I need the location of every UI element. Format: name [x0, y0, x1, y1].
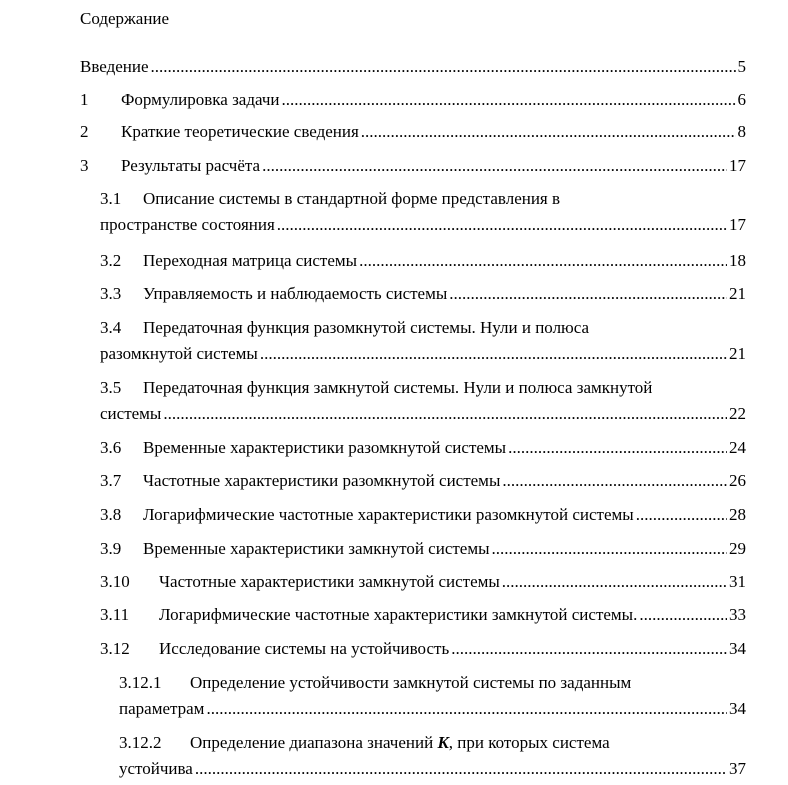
toc-entry-3-8[interactable]	[100, 505, 746, 525]
toc-entry-number: 3.9	[100, 539, 122, 558]
toc-leader	[636, 505, 727, 525]
toc-entry-number: 3.12.1	[119, 673, 162, 692]
toc-page-number: 33	[729, 605, 746, 624]
toc-entry-number: 3.4	[100, 318, 122, 337]
toc-entry-number: 3.1	[100, 189, 122, 208]
toc-entry-3-2[interactable]	[100, 251, 746, 271]
toc-page-number: 31	[729, 572, 746, 591]
toc-entry-number: 3	[80, 156, 89, 175]
toc-page-number: 26	[729, 471, 746, 490]
toc-entry-3-4[interactable]	[100, 318, 746, 364]
toc-entry-number: 3.10	[100, 572, 130, 591]
toc-page-number: 18	[729, 251, 746, 270]
toc-entry-3-5[interactable]	[100, 378, 746, 424]
toc-entry-text: Временные характеристики замкнутой системы	[143, 539, 490, 558]
toc-leader	[508, 438, 727, 458]
toc-entry-3-7[interactable]	[100, 471, 746, 491]
toc-entry-text: Частотные характеристики замкнутой системы	[159, 572, 500, 591]
toc-entry-number: 3.5	[100, 378, 122, 397]
toc-entry-text-line2: параметрам	[119, 699, 205, 718]
toc-page-number: 22	[729, 404, 746, 423]
toc-entry-text-line2: пространстве состояния	[100, 215, 275, 234]
toc-leader	[449, 284, 727, 304]
toc-entry-3-3[interactable]	[100, 284, 746, 304]
toc-page-number: 21	[729, 284, 746, 303]
toc-entry-3-1[interactable]	[100, 189, 746, 235]
toc-entry-text-line1: Передаточная функция разомкнутой системы. Нули и полюса	[143, 318, 590, 337]
toc-entry-3-11[interactable]	[100, 605, 746, 625]
toc-entry-text: Результаты расчёта	[121, 156, 261, 175]
toc-leader	[277, 215, 727, 235]
toc-entry-text: Исследование системы на устойчивость	[159, 639, 450, 658]
toc-page-number: 21	[729, 344, 746, 363]
toc-page-number: 34	[729, 639, 746, 658]
toc-entry-number: 3.2	[100, 251, 122, 270]
toc-entry-number: 3.11	[100, 605, 130, 624]
variable-k: K	[437, 733, 449, 752]
toc-leader	[451, 639, 727, 659]
toc-entry-number: 3.8	[100, 505, 122, 524]
toc-leader	[163, 404, 727, 424]
toc-leader	[502, 572, 727, 592]
toc-page-number: 17	[729, 156, 746, 175]
toc-entry-intro[interactable]	[80, 57, 746, 77]
toc-leader	[492, 539, 727, 559]
toc-entry-3-9[interactable]	[100, 539, 746, 559]
toc-entry-text: Временные характеристики разомкнутой системы	[143, 438, 507, 457]
toc-entry-text-line1: Описание системы в стандартной форме представления в	[143, 189, 561, 208]
toc-page-number: 6	[737, 90, 746, 109]
toc-leader	[361, 122, 736, 142]
toc-entry-3-12-1[interactable]	[119, 673, 746, 719]
toc-entry-text: Логарифмические частотные характеристики разомкнутой системы	[143, 505, 634, 524]
toc-entry-text-line1: Определение диапазона значений	[190, 733, 438, 752]
toc-leader	[502, 471, 727, 491]
toc-page-number: 8	[737, 122, 746, 141]
toc-entry-text: Введение	[80, 57, 149, 76]
toc-entry-number: 3.7	[100, 471, 122, 490]
toc-entry-text: Формулировка задачи	[121, 90, 280, 109]
toc-page-number: 29	[729, 539, 746, 558]
toc-leader	[359, 251, 727, 271]
toc-entry-number: 1	[80, 90, 89, 109]
toc-entry-text: Логарифмические частотные характеристики замкнутой системы.	[159, 605, 638, 624]
toc-entry-text-line2: разомкнутой системы	[100, 344, 258, 363]
toc-leader	[151, 57, 736, 77]
toc-page-number: 28	[729, 505, 746, 524]
toc-entry-text-line2: устойчива	[119, 759, 193, 778]
toc-leader	[206, 699, 727, 719]
toc-leader	[195, 759, 727, 779]
toc-leader	[262, 156, 727, 176]
toc-page-number: 17	[729, 215, 746, 234]
toc-entry-text-line2: системы	[100, 404, 162, 423]
toc-entry-text-line1: Определение устойчивости замкнутой системы по заданным	[190, 673, 632, 692]
toc-entry-2[interactable]	[80, 122, 746, 142]
toc-title: Содержание	[80, 9, 170, 28]
toc-page-number: 24	[729, 438, 746, 457]
toc-entry-number: 3.12	[100, 639, 130, 658]
toc-entry-1[interactable]	[80, 90, 746, 110]
toc-leader	[639, 605, 727, 625]
toc-entry-3-12-2[interactable]	[119, 733, 746, 779]
toc-entry-number: 3.3	[100, 284, 122, 303]
toc-page-number: 37	[729, 759, 746, 778]
toc-entry-text: Краткие теоретические сведения	[121, 122, 359, 141]
toc-leader	[282, 90, 736, 110]
toc-entry-number: 3.6	[100, 438, 122, 457]
toc-entry-number: 2	[80, 122, 89, 141]
toc-entry-text-line1-end: , при которых система	[448, 733, 610, 752]
toc-page-number: 34	[729, 699, 746, 718]
toc-page-number: 5	[737, 57, 746, 76]
toc-entry-text-line1: Передаточная функция замкнутой системы. Нули и полюса замкнутой	[143, 378, 653, 397]
toc-entry-text: Управляемость и наблюдаемость системы	[143, 284, 448, 303]
toc-entry-3-10[interactable]	[100, 572, 746, 592]
toc-entry-3-12[interactable]	[100, 639, 746, 659]
toc-leader	[260, 344, 727, 364]
toc-entry-number: 3.12.2	[119, 733, 162, 752]
toc-entry-text: Переходная матрица системы	[143, 251, 358, 270]
toc-entry-3[interactable]	[80, 156, 746, 176]
toc-entry-3-6[interactable]	[100, 438, 746, 458]
toc-entry-text: Частотные характеристики разомкнутой системы	[143, 471, 501, 490]
